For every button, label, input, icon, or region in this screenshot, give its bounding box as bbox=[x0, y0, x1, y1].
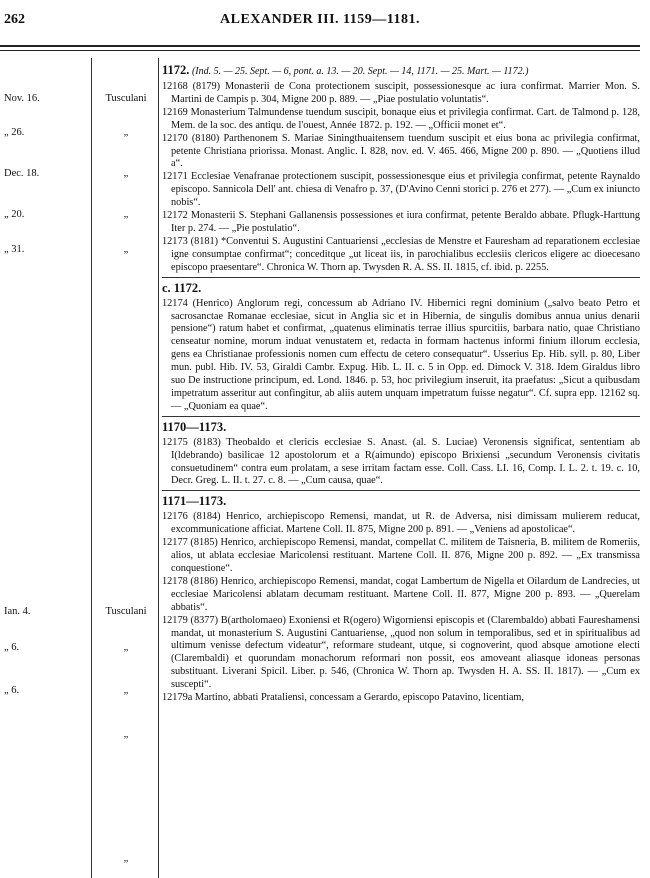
section-heading bbox=[162, 63, 640, 79]
main-text bbox=[162, 60, 640, 705]
section-rule bbox=[162, 490, 640, 491]
section-chronology: (Ind. 5. — 25. Sept. — 6, pont. a. 13. — 20. Sept. — 14, 1171. — 25. Mart. — 1172.) bbox=[189, 66, 529, 77]
regest-entry: 12176 (8184) Henrico, archiepiscopo Remensi, mandat, ut R. de Adversa, nisi dimissam mulierem reducat, excommunicatione afficiat. Martene Coll. II. 875, Migne 200 p. 891. — „Veniens ad apostolicae“. bbox=[162, 511, 640, 536]
margin-place: „ bbox=[123, 642, 129, 653]
regest-entry: 12179 (8377) B(artholomaeo) Exoniensi et R(ogero) Wigorniensi episcopis et (Clarembaldo) abbati Faureshamensi mandat, ut monasterium S. Augustini Cantuariense, „quod non solum in temporalibus, sed et in spiritualibus ad ultimum venisse defectum videatur“, reformare studeant, utque, si cognoverint, quod absque amotione electi (Clarembaldi) et quorundam monachorum reformari non possit, eos amoveant aliasque idoneas personas substituant. Liverani Spicil. Liber. p. 546, (Chronica W. Thorn ap. Twysden H. A. SS. II. 1817). — „Cum ex suscepti“. bbox=[162, 614, 640, 691]
margin-place: „ bbox=[123, 209, 129, 220]
margin-date: „ 6. bbox=[4, 685, 20, 696]
regest-entry: 12173 (8181) *Conventui S. Augustini Cantuariensi „ecclesias de Menstre et Fauresham ad reparationem ecclesiae igne consumptae confirmat“; conceditque „ut liceat iis, in parochialibus ecclesiis clericos eligere ac dioecesano episcopo praesentare“. Chronica W. Thorn ap. Twysden R. A. SS. II. 1815, cf. ibid. p. 2255. bbox=[162, 235, 640, 273]
section-year: 1170—1173. bbox=[162, 419, 227, 434]
section-heading bbox=[162, 281, 640, 296]
regest-entry: 12171 Ecclesiae Venafranae protectionem suscipit, possessionesque eius et privilegia confirmat, petente Raynaldo episcopo. Sannicola Dell' ant. chiesa di Venafro p. 37, (D'Avino Cenni storici p. 276 et 277). — „Cum ex iniuncto nobis“. bbox=[162, 171, 640, 209]
header-rule-thin bbox=[0, 50, 640, 51]
section-rule bbox=[162, 277, 640, 278]
margin-date: Dec. 18. bbox=[4, 168, 40, 179]
column-divider-place bbox=[158, 58, 159, 878]
margin-date: Ian. 4. bbox=[4, 606, 31, 617]
margin-place: „ bbox=[123, 685, 129, 696]
column-divider-date bbox=[91, 58, 92, 878]
section-year: 1172. bbox=[162, 63, 190, 77]
margin-place: „ bbox=[123, 853, 129, 864]
regest-entry: 12175 (8183) Theobaldo et clericis ecclesiae S. Anast. (al. S. Luciae) Veronensis significat, sententiam ab I(ldebrando) basilicae 12 apostolorum et a R(aimundo) episcopo Brixiensi „secundum Veronensis civitatis consuetudinem“ contra eum prolatam, a sese irritam factam esse. Coll. Cass. LI. 16, Comp. I. L. 2. t. 19. c. 10, Decr. Greg. L. II. t. 27. c. 8. — „Cum causa, quae“. bbox=[162, 436, 640, 487]
section-heading bbox=[162, 494, 640, 509]
section-year: 1171—1173. bbox=[162, 494, 227, 509]
running-title: ALEXANDER III. 1159—1181. bbox=[220, 12, 420, 27]
regest-entry: 12170 (8180) Parthenonem S. Mariae Siningthuaitensem tuendum suscipit et eius bona ac privilegia confirmat, petente Christiana priorissa. Monast. Anglic. I. 828, nov. ed. V. 465. 466, Migne 200 p. 890. — „Quotiens illud a“. bbox=[162, 132, 640, 170]
regest-entry: 12178 (8186) Henrico, archiepiscopo Remensi, mandat, cogat Lambertum de Nigella et Oilardum de Landrecies, ut ecclesiae Maricolensi ablatam decumam restituant. Martene Coll. II. 877, Migne 200 p. 893. — „Querelam abbatis“. bbox=[162, 575, 640, 613]
margin-place: Tusculani bbox=[105, 606, 147, 617]
section-heading bbox=[162, 420, 640, 435]
section-rule bbox=[162, 416, 640, 417]
margin-date: Nov. 16. bbox=[4, 93, 40, 104]
regest-entry: 12172 Monasterii S. Stephani Gallanensis possessiones et iura confirmat, petente Beraldo abbate. Pflugk-Harttung Iter p. 274. — „Pie postulatio“. bbox=[162, 210, 640, 234]
page-number: 262 bbox=[4, 12, 25, 27]
margin-date: „ 26. bbox=[4, 127, 25, 138]
page-header bbox=[0, 0, 650, 40]
margin-place: Tusculani bbox=[105, 93, 147, 104]
margin-place: „ bbox=[123, 127, 129, 138]
margin-date: „ 6. bbox=[4, 642, 20, 653]
regest-entry: 12177 (8185) Henrico, archiepiscopo Remensi, mandat, compellat C. militem de Taisneria, B. militem de Romeriis, alios, ut ablata ecclesiae Maricolensi restituant. Martene Coll. II. 876, Migne 200 p. 892. — „Ex transmissa conquestione“. bbox=[162, 537, 640, 574]
margin-date: „ 20. bbox=[4, 209, 25, 220]
header-rule-thick bbox=[0, 45, 640, 47]
regest-entry: 12168 (8179) Monasterii de Cona protectionem suscipit, possessionesque ac iura confirmat. Marrier Mon. S. Martini de Campis p. 304, Migne 200 p. 889. — „Piae postulatio voluntatis“. bbox=[162, 81, 640, 105]
margin-date: „ 31. bbox=[4, 244, 25, 255]
margin-place: „ bbox=[123, 168, 129, 179]
regest-entry: 12179a Martino, abbati Prataliensi, concessam a Gerardo, episcopo Patavino, licentiam, bbox=[162, 692, 524, 704]
regest-entry: 12174 (Henrico) Anglorum regi, concessum ab Adriano IV. Hibernici regni dominium („salvo beato Petro et sacrosanctae Romanae ecclesiae, sicut in Anglia sic et in Hibernia, de singulis domibus annua unius denarii pensione“) ratum habet et confirmat, „quatenus eliminatis terrae illius spurcitiis, barbara natio, quae Christiano censeatur nomine, morum induat venustatem et, redacta in formam hactenus informi finium illorum ecclesia, gens ea Christianae professionis nomen cum effectu de cetero consequatur“. Usserius Ep. Hib. syll. p. 80, Liber mun. publ. Hib. IV. 53, Giraldi Cambr. Expug. Hib. L. II. c. 5 in Opp. ed. Dimock V. 318. Idem Giraldus libro suo De instructione principum, ed. Lond. 1846. p. 53, hoc privilegium inseruit, ita praefatus: „Sicut a quibusdam impetratum asseritur aut confingitur, ab aliis autem unquam impetratum fuisse negatur“. Cf. supra epp. 12162 sq. — „Quoniam ea quae“. bbox=[162, 297, 640, 412]
margin-place: „ bbox=[123, 244, 129, 255]
section-year: c. 1172. bbox=[162, 280, 202, 295]
regest-entry: 12169 Monasterium Talmundense tuendum suscipit, bonaque eius et privilegia confirmat. Cart. de Talmond p. 128, Mem. de la soc. des antiqu. de l'ouest, Année 1872. p. 192. — „Officii monet et“. bbox=[162, 106, 640, 131]
margin-place: „ bbox=[123, 729, 129, 740]
